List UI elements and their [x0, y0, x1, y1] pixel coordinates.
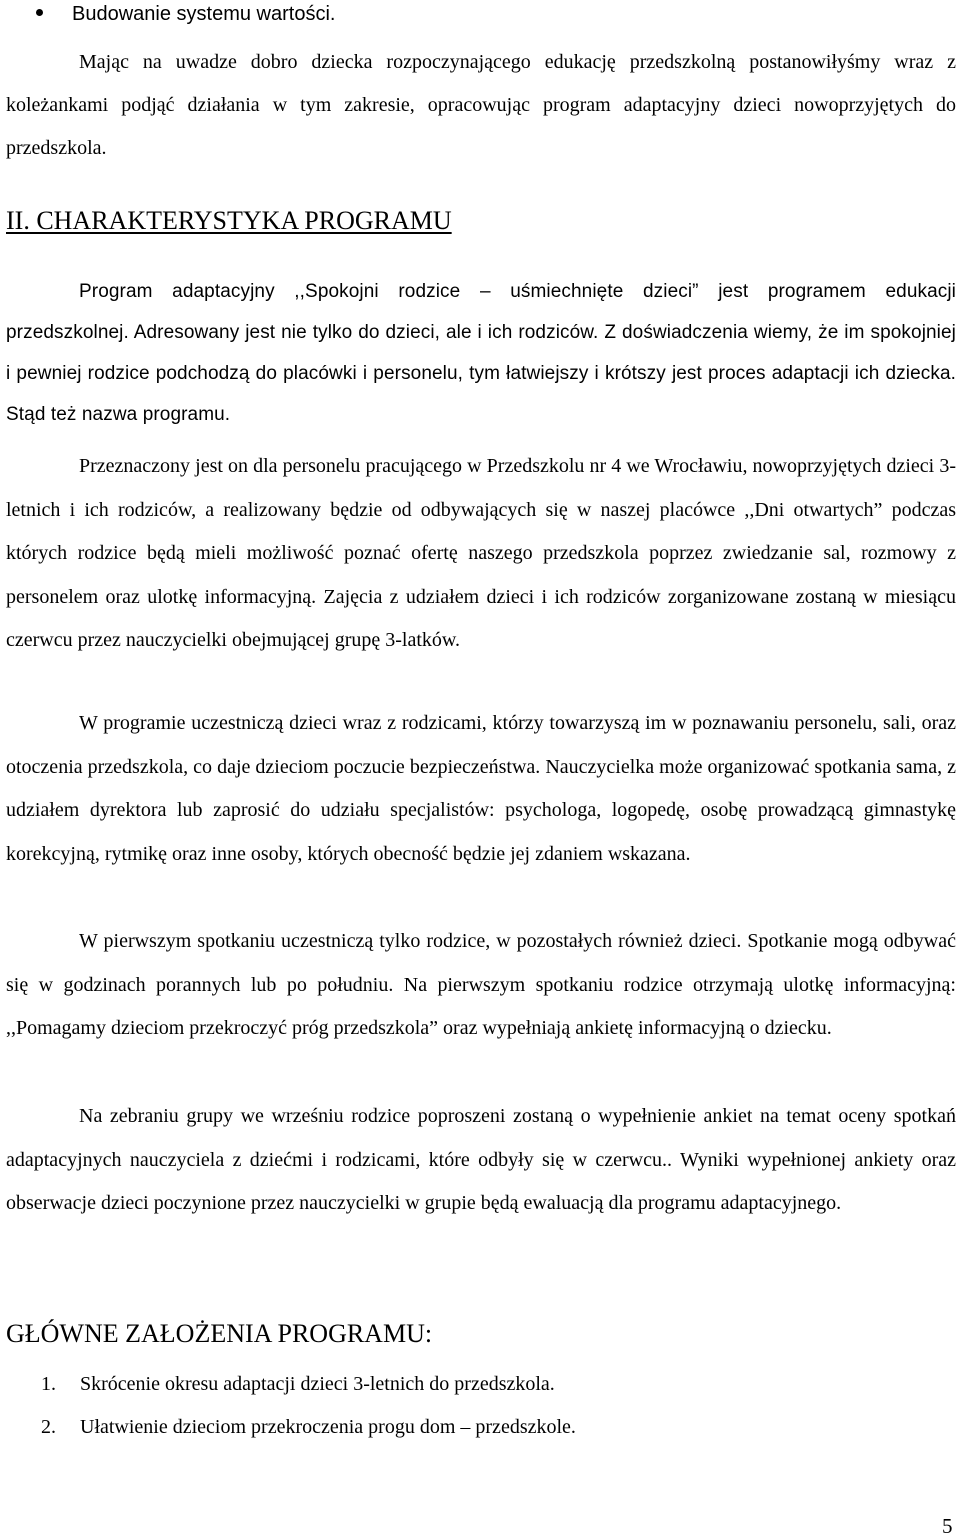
section-heading-program-characteristics: II. CHARAKTERYSTYKA PROGRAMU — [6, 206, 452, 235]
list-item-number: 2. — [41, 1416, 56, 1438]
meeting-paragraph-text: W pierwszym spotkaniu uczestniczą tylko rodzice, w pozostałych również dzieci. Spotkanie mogą odbywać się w godzinach porannych lub po południu. Na pierwszym spotkaniu rodzice otrzymają ulotkę informacyjną: ,,Pomagamy dzieciom przekroczyć próg przedszkola” oraz wypełniają ankietę informacyjną o dziecku. — [6, 930, 956, 1040]
page-number: 5 — [942, 1514, 953, 1538]
meeting-paragraph — [6, 920, 956, 1051]
intro-paragraph — [6, 41, 956, 170]
section-heading-main-assumptions: GŁÓWNE ZAŁOŻENIA PROGRAMU: — [6, 1319, 433, 1348]
bullet-item — [36, 0, 335, 28]
participation-paragraph — [6, 702, 956, 876]
intro-paragraph-text: Mając na uwadze dobro dziecka rozpoczynającego edukację przedszkolną postanowiłyśmy wraz z koleżankami podjąć działania w tym zakresie, opracowując program adaptacyjny dzieci nowoprzyjętych do przedszkola. — [6, 51, 956, 159]
list-item-text: Skrócenie okresu adaptacji dzieci 3-letnich do przedszkola. — [80, 1373, 555, 1395]
participation-paragraph-text: W programie uczestniczą dzieci wraz z rodzicami, którzy towarzyszą im w poznawaniu personelu, sali, oraz otoczenia przedszkola, co daje dzieciom poczucie bezpieczeństwa. Nauczycielka może organizować spotkania sama, z udziałem dyrektora lub zaprosić do udziału specjalistów: psychologa, logopedę, osobę prowadzącą gimnastykę korekcyjną, rytmikę oraz inne osoby, których obecność będzie jej zdaniem wskazana. — [6, 712, 956, 865]
evaluation-paragraph-text: Na zebraniu grupy we wrześniu rodzice poproszeni zostaną o wypełnienie ankiet na temat oceny spotkań adaptacyjnych nauczyciela z dziećmi i rodzicami, które odbyły się w czerwcu.. Wyniki wypełnionej ankiety oraz obserwacje dzieci poczynione przez nauczycielki w grupie będą ewaluacją dla programu adaptacyjnego. — [6, 1105, 956, 1215]
bullet-dot-icon — [36, 9, 43, 16]
list-item-number: 1. — [41, 1373, 56, 1395]
program-paragraph — [6, 271, 956, 435]
target-paragraph-text: Przeznaczony jest on dla personelu pracującego w Przedszkolu nr 4 we Wrocławiu, nowoprzyjętych dzieci 3-letnich i ich rodziców, a realizowany będzie od odbywających się w naszej placówce ,,Dni otwartych” podczas których rodzice będą mieli możliwość poznać ofertę naszego przedszkola poprzez zwiedzanie sal, rozmowy z personelem oraz ulotkę informacyjną. Zajęcia z udziałem dzieci i ich rodziców zorganizowane zostaną w miesiącu czerwcu przez nauczycielki obejmującej grupę 3-latków. — [6, 455, 956, 652]
bullet-item-text: Budowanie systemu wartości. — [72, 3, 336, 25]
list-item-text: Ułatwienie dzieciom przekroczenia progu dom – przedszkole. — [80, 1416, 576, 1438]
evaluation-paragraph — [6, 1095, 956, 1226]
target-paragraph — [6, 445, 956, 663]
program-paragraph-text: Program adaptacyjny ,,Spokojni rodzice – uśmiechnięte dzieci” jest programem edukacji przedszkolnej. Adresowany jest nie tylko do dzieci, ale i ich rodziców. Z doświadczenia wiemy, że im spokojniej i pewniej rodzice podchodzą do placówki i personelu, tym łatwiejszy i krótszy jest proces adaptacji ich dziecka. Stąd też nazwa programu. — [6, 281, 956, 425]
